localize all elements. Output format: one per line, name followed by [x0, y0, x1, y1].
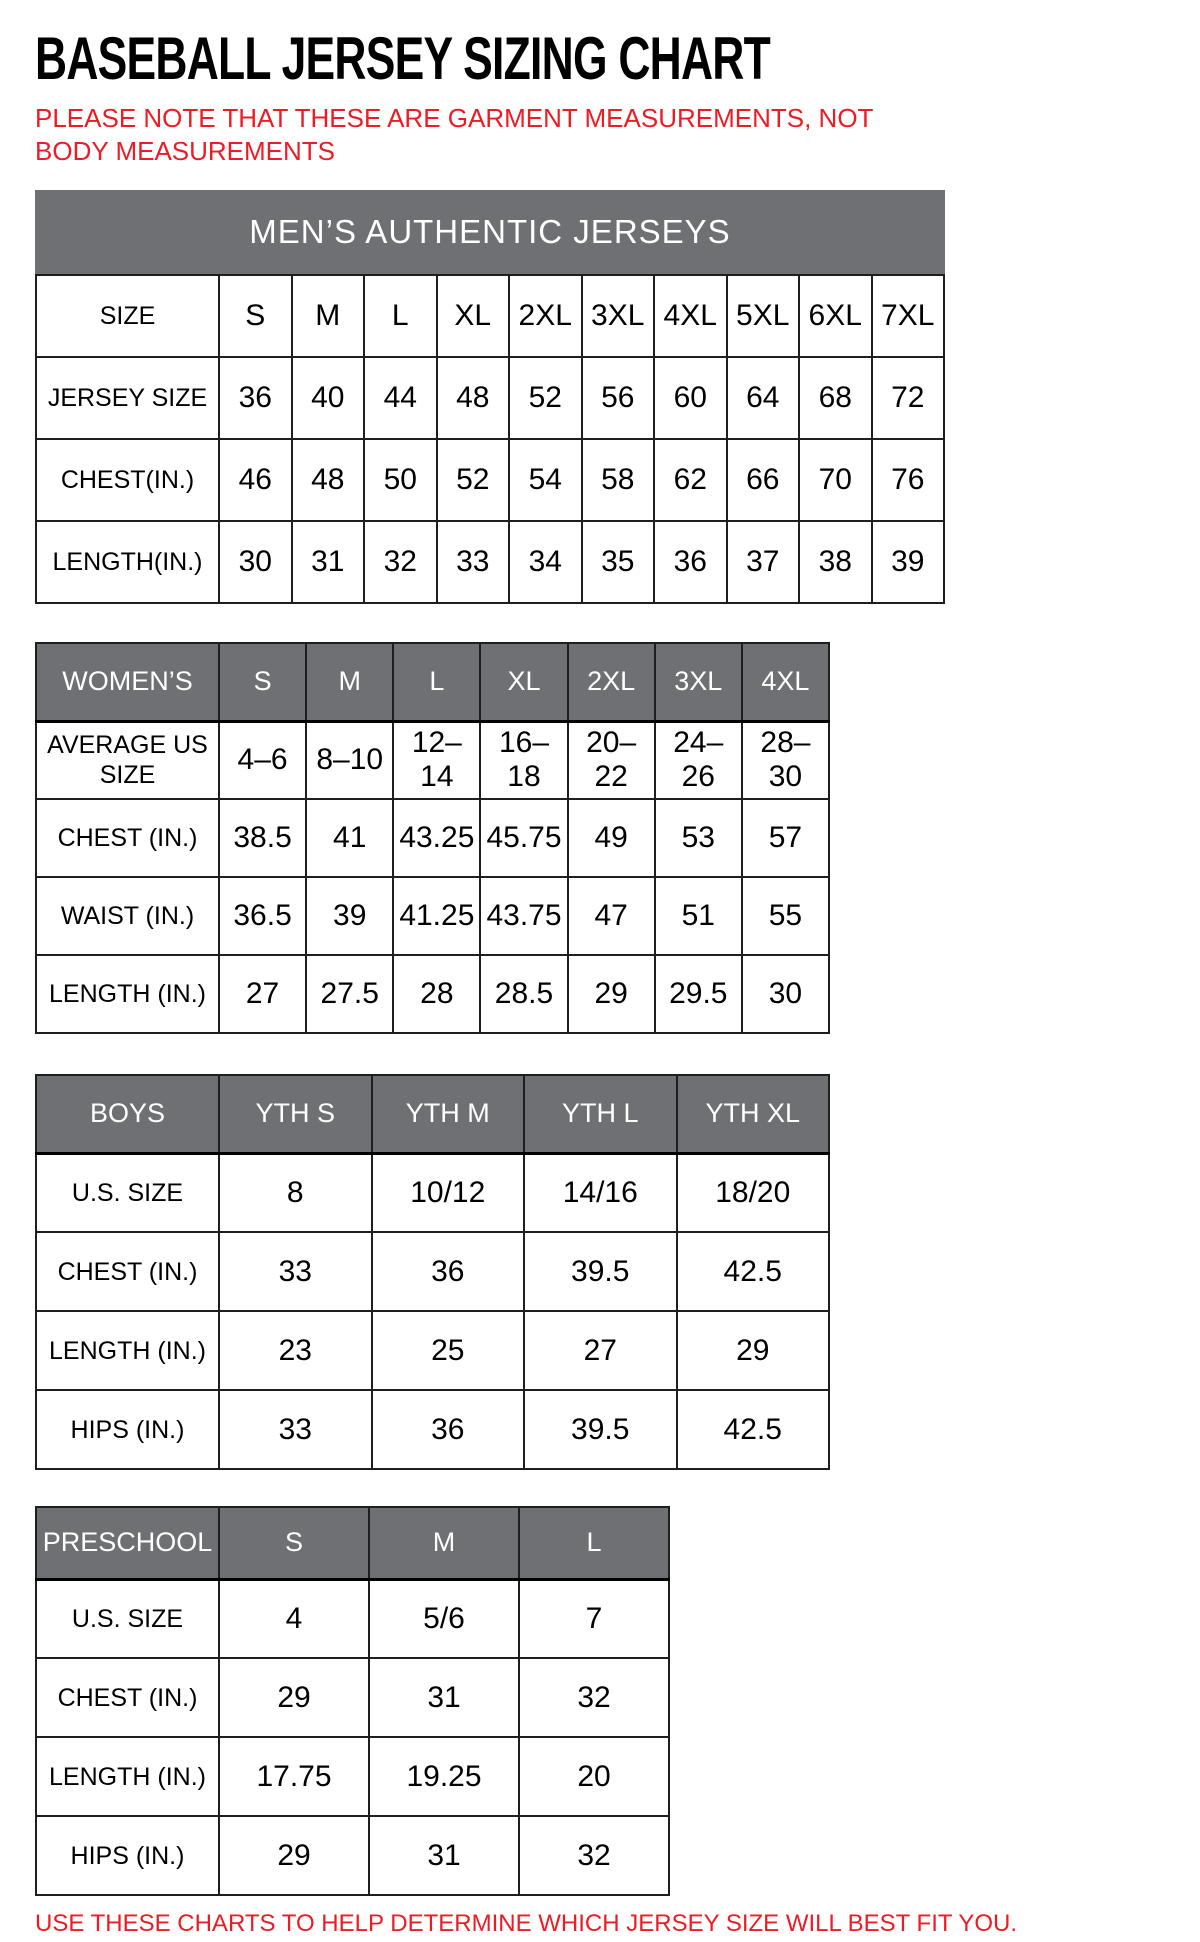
value-cell: 28 — [393, 955, 480, 1033]
value-cell: 20 — [519, 1737, 669, 1816]
value-cell: 5/6 — [369, 1579, 519, 1658]
mens-table-banner: MEN’S AUTHENTIC JERSEYS — [35, 190, 945, 274]
value-cell: 66 — [727, 439, 800, 521]
column-header-cell: 2XL — [568, 643, 655, 721]
table-row — [36, 799, 829, 877]
value-cell: 32 — [364, 521, 437, 603]
value-cell: 31 — [292, 521, 365, 603]
row-label-cell: U.S. SIZE — [36, 1579, 219, 1658]
table-row — [36, 521, 944, 603]
value-cell: 4 — [219, 1579, 369, 1658]
value-cell: 52 — [437, 439, 510, 521]
value-cell: L — [364, 275, 437, 357]
value-cell: 48 — [292, 439, 365, 521]
table-row — [36, 955, 829, 1033]
column-header-cell: 3XL — [655, 643, 742, 721]
value-cell: 14/16 — [524, 1153, 677, 1232]
table-row — [36, 721, 829, 799]
womens-table-section — [35, 642, 1200, 1034]
value-cell: 60 — [654, 357, 727, 439]
column-header-cell: 4XL — [742, 643, 829, 721]
value-cell: 33 — [219, 1232, 372, 1311]
value-cell: 43.75 — [480, 877, 567, 955]
preschool-sizing-table — [35, 1506, 670, 1896]
value-cell: 12–14 — [393, 721, 480, 799]
value-cell: 45.75 — [480, 799, 567, 877]
row-label-cell: WAIST (IN.) — [36, 877, 219, 955]
value-cell: 3XL — [582, 275, 655, 357]
value-cell: 46 — [219, 439, 292, 521]
value-cell: 8 — [219, 1153, 372, 1232]
row-label-cell: CHEST(IN.) — [36, 439, 219, 521]
value-cell: 36 — [219, 357, 292, 439]
table-row — [36, 1311, 829, 1390]
value-cell: 17.75 — [219, 1737, 369, 1816]
value-cell: 37 — [727, 521, 800, 603]
row-label-cell: LENGTH (IN.) — [36, 955, 219, 1033]
value-cell: 51 — [655, 877, 742, 955]
value-cell: 8–10 — [306, 721, 393, 799]
row-label-cell: AVERAGE US SIZE — [36, 721, 219, 799]
column-header-cell: S — [219, 643, 306, 721]
value-cell: 10/12 — [372, 1153, 525, 1232]
value-cell: 40 — [292, 357, 365, 439]
value-cell: 56 — [582, 357, 655, 439]
value-cell: 29.5 — [655, 955, 742, 1033]
value-cell: 70 — [799, 439, 872, 521]
value-cell: 30 — [742, 955, 829, 1033]
value-cell: 52 — [509, 357, 582, 439]
row-label-cell: CHEST (IN.) — [36, 799, 219, 877]
value-cell: 39.5 — [524, 1232, 677, 1311]
value-cell: 48 — [437, 357, 510, 439]
column-header-cell: L — [393, 643, 480, 721]
table-row — [36, 1816, 669, 1895]
value-cell: 31 — [369, 1658, 519, 1737]
value-cell: 35 — [582, 521, 655, 603]
value-cell: 38 — [799, 521, 872, 603]
value-cell: 7 — [519, 1579, 669, 1658]
value-cell: 47 — [568, 877, 655, 955]
value-cell: 4–6 — [219, 721, 306, 799]
value-cell: 4XL — [654, 275, 727, 357]
value-cell: 33 — [437, 521, 510, 603]
value-cell: 29 — [219, 1816, 369, 1895]
value-cell: 29 — [568, 955, 655, 1033]
value-cell: 36.5 — [219, 877, 306, 955]
value-cell: 39 — [872, 521, 945, 603]
value-cell: 29 — [677, 1311, 830, 1390]
value-cell: 27 — [524, 1311, 677, 1390]
column-header-cell: YTH L — [524, 1075, 677, 1153]
column-header-cell: YTH XL — [677, 1075, 830, 1153]
value-cell: 27 — [219, 955, 306, 1033]
value-cell: 33 — [219, 1390, 372, 1469]
table-row — [36, 877, 829, 955]
value-cell: 41 — [306, 799, 393, 877]
value-cell: 6XL — [799, 275, 872, 357]
table-row — [36, 275, 944, 357]
value-cell: 62 — [654, 439, 727, 521]
value-cell: S — [219, 275, 292, 357]
table-title-cell: WOMEN’S — [36, 643, 219, 721]
value-cell: 16–18 — [480, 721, 567, 799]
row-label-cell: CHEST (IN.) — [36, 1658, 219, 1737]
row-label-cell: HIPS (IN.) — [36, 1816, 219, 1895]
row-label-cell: LENGTH (IN.) — [36, 1737, 219, 1816]
value-cell: 23 — [219, 1311, 372, 1390]
womens-sizing-table — [35, 642, 830, 1034]
value-cell: 5XL — [727, 275, 800, 357]
value-cell: 42.5 — [677, 1390, 830, 1469]
column-header-cell: L — [519, 1507, 669, 1579]
table-row — [36, 1737, 669, 1816]
value-cell: 57 — [742, 799, 829, 877]
row-label-cell: SIZE — [36, 275, 219, 357]
page-title: BASEBALL JERSEY SIZING CHART — [35, 25, 771, 92]
value-cell: 7XL — [872, 275, 945, 357]
table-row — [36, 1579, 669, 1658]
value-cell: M — [292, 275, 365, 357]
value-cell: 58 — [582, 439, 655, 521]
value-cell: XL — [437, 275, 510, 357]
column-header-cell: M — [369, 1507, 519, 1579]
value-cell: 34 — [509, 521, 582, 603]
table-header-row — [36, 1075, 829, 1153]
value-cell: 18/20 — [677, 1153, 830, 1232]
row-label-cell: U.S. SIZE — [36, 1153, 219, 1232]
value-cell: 43.25 — [393, 799, 480, 877]
table-row — [36, 439, 944, 521]
row-label-cell: JERSEY SIZE — [36, 357, 219, 439]
value-cell: 41.25 — [393, 877, 480, 955]
boys-sizing-table — [35, 1074, 830, 1470]
value-cell: 2XL — [509, 275, 582, 357]
row-label-cell: LENGTH(IN.) — [36, 521, 219, 603]
value-cell: 64 — [727, 357, 800, 439]
value-cell: 76 — [872, 439, 945, 521]
value-cell: 32 — [519, 1658, 669, 1737]
table-row — [36, 1658, 669, 1737]
value-cell: 36 — [372, 1390, 525, 1469]
value-cell: 68 — [799, 357, 872, 439]
column-header-cell: YTH M — [372, 1075, 525, 1153]
value-cell: 39 — [306, 877, 393, 955]
row-label-cell: HIPS (IN.) — [36, 1390, 219, 1469]
column-header-cell: M — [306, 643, 393, 721]
column-header-cell: XL — [480, 643, 567, 721]
value-cell: 54 — [509, 439, 582, 521]
mens-table-section — [35, 190, 1200, 604]
value-cell: 31 — [369, 1816, 519, 1895]
value-cell: 19.25 — [369, 1737, 519, 1816]
value-cell: 32 — [519, 1816, 669, 1895]
value-cell: 50 — [364, 439, 437, 521]
garment-measurements-note: PLEASE NOTE THAT THESE ARE GARMENT MEASUREMENTS, NOT BODY MEASUREMENTS — [35, 103, 873, 167]
value-cell: 36 — [654, 521, 727, 603]
value-cell: 38.5 — [219, 799, 306, 877]
value-cell: 72 — [872, 357, 945, 439]
value-cell: 49 — [568, 799, 655, 877]
value-cell: 42.5 — [677, 1232, 830, 1311]
table-row — [36, 1390, 829, 1469]
boys-table-section — [35, 1074, 1200, 1470]
table-header-row — [36, 1507, 669, 1579]
value-cell: 55 — [742, 877, 829, 955]
table-title-cell: PRESCHOOL — [36, 1507, 219, 1579]
fit-advice-footer: USE THESE CHARTS TO HELP DETERMINE WHICH JERSEY SIZE WILL BEST FIT YOU. — [35, 1910, 1018, 1938]
table-title-cell: BOYS — [36, 1075, 219, 1153]
table-row — [36, 357, 944, 439]
value-cell: 53 — [655, 799, 742, 877]
preschool-table-section — [35, 1506, 1200, 1896]
row-label-cell: LENGTH (IN.) — [36, 1311, 219, 1390]
column-header-cell: S — [219, 1507, 369, 1579]
value-cell: 36 — [372, 1232, 525, 1311]
table-row — [36, 1232, 829, 1311]
value-cell: 20–22 — [568, 721, 655, 799]
value-cell: 44 — [364, 357, 437, 439]
table-row — [36, 1153, 829, 1232]
mens-sizing-table — [35, 274, 945, 604]
value-cell: 25 — [372, 1311, 525, 1390]
value-cell: 27.5 — [306, 955, 393, 1033]
value-cell: 24–26 — [655, 721, 742, 799]
row-label-cell: CHEST (IN.) — [36, 1232, 219, 1311]
value-cell: 29 — [219, 1658, 369, 1737]
value-cell: 28.5 — [480, 955, 567, 1033]
value-cell: 30 — [219, 521, 292, 603]
value-cell: 28–30 — [742, 721, 829, 799]
value-cell: 39.5 — [524, 1390, 677, 1469]
table-header-row — [36, 643, 829, 721]
column-header-cell: YTH S — [219, 1075, 372, 1153]
